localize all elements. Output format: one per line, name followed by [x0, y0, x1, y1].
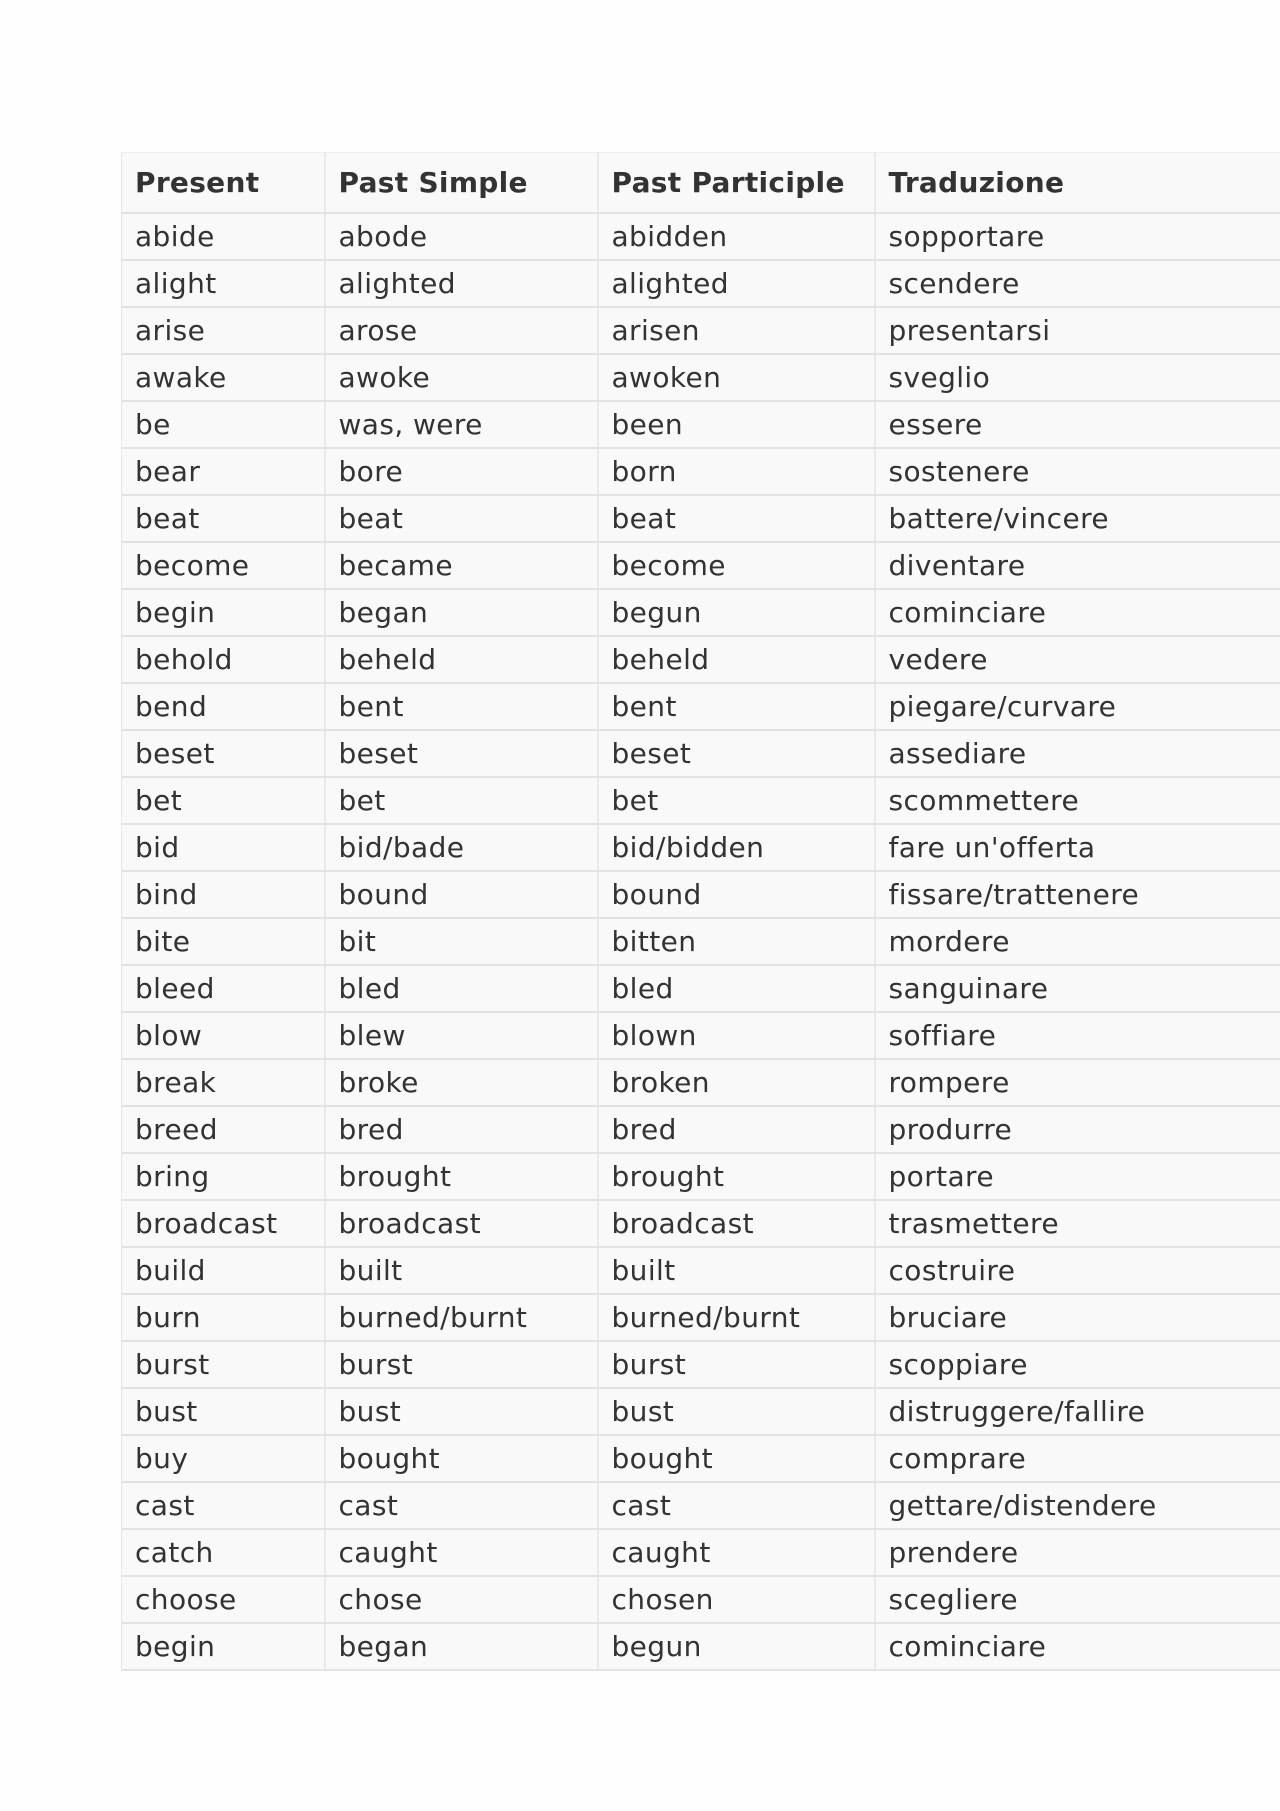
past-participle-cell: bet [598, 777, 875, 824]
present-cell: bust [122, 1388, 325, 1435]
past-participle-cell: broken [598, 1059, 875, 1106]
table-row [122, 401, 1280, 448]
present-cell: bite [122, 918, 325, 965]
past-simple-cell: beheld [325, 636, 598, 683]
past-simple-cell: cast [325, 1482, 598, 1529]
present-cell: bleed [122, 965, 325, 1012]
table-row [122, 918, 1280, 965]
past-participle-cell: bitten [598, 918, 875, 965]
traduzione-cell: distruggere/fallire [875, 1388, 1280, 1435]
traduzione-cell: rompere [875, 1059, 1280, 1106]
past-participle-cell: caught [598, 1529, 875, 1576]
past-participle-cell: bust [598, 1388, 875, 1435]
past-participle-cell: beheld [598, 636, 875, 683]
table-row [122, 824, 1280, 871]
table-row [122, 260, 1280, 307]
table-row [122, 1576, 1280, 1623]
table-row [122, 1012, 1280, 1059]
past-simple-cell: bet [325, 777, 598, 824]
present-cell: breed [122, 1106, 325, 1153]
traduzione-cell: produrre [875, 1106, 1280, 1153]
present-cell: break [122, 1059, 325, 1106]
past-simple-cell: broadcast [325, 1200, 598, 1247]
past-simple-cell: beset [325, 730, 598, 777]
past-participle-cell: bred [598, 1106, 875, 1153]
table-row [122, 777, 1280, 824]
past-simple-cell: bought [325, 1435, 598, 1482]
traduzione-cell: mordere [875, 918, 1280, 965]
past-participle-cell: bent [598, 683, 875, 730]
traduzione-cell: fare un'offerta [875, 824, 1280, 871]
traduzione-cell: essere [875, 401, 1280, 448]
present-cell: bet [122, 777, 325, 824]
table-row [122, 589, 1280, 636]
traduzione-cell: sveglio [875, 354, 1280, 401]
traduzione-cell: comprare [875, 1435, 1280, 1482]
traduzione-cell: sanguinare [875, 965, 1280, 1012]
past-simple-cell: bore [325, 448, 598, 495]
traduzione-cell: cominciare [875, 1623, 1280, 1670]
past-simple-cell: bred [325, 1106, 598, 1153]
present-cell: bend [122, 683, 325, 730]
past-participle-cell: begun [598, 1623, 875, 1670]
traduzione-cell: soffiare [875, 1012, 1280, 1059]
present-cell: bind [122, 871, 325, 918]
traduzione-cell: sopportare [875, 213, 1280, 260]
table-row [122, 1294, 1280, 1341]
traduzione-cell: scommettere [875, 777, 1280, 824]
past-participle-cell: begun [598, 589, 875, 636]
traduzione-cell: diventare [875, 542, 1280, 589]
past-participle-cell: born [598, 448, 875, 495]
past-participle-cell: bled [598, 965, 875, 1012]
past-simple-cell: brought [325, 1153, 598, 1200]
past-participle-cell: chosen [598, 1576, 875, 1623]
table-body [122, 213, 1280, 1670]
past-participle-cell: burned/burnt [598, 1294, 875, 1341]
traduzione-cell: trasmettere [875, 1200, 1280, 1247]
traduzione-cell: bruciare [875, 1294, 1280, 1341]
past-simple-cell: was, were [325, 401, 598, 448]
table-row [122, 354, 1280, 401]
past-participle-cell: arisen [598, 307, 875, 354]
present-cell: choose [122, 1576, 325, 1623]
past-participle-cell: abidden [598, 213, 875, 260]
present-cell: arise [122, 307, 325, 354]
present-cell: become [122, 542, 325, 589]
table-row [122, 1247, 1280, 1294]
traduzione-cell: vedere [875, 636, 1280, 683]
present-cell: burn [122, 1294, 325, 1341]
present-cell: beat [122, 495, 325, 542]
header-past-participle: Past Participle [598, 153, 875, 214]
past-simple-cell: began [325, 1623, 598, 1670]
table-row [122, 1106, 1280, 1153]
traduzione-cell: sostenere [875, 448, 1280, 495]
present-cell: awake [122, 354, 325, 401]
past-participle-cell: bound [598, 871, 875, 918]
past-simple-cell: alighted [325, 260, 598, 307]
past-participle-cell: brought [598, 1153, 875, 1200]
present-cell: abide [122, 213, 325, 260]
past-participle-cell: blown [598, 1012, 875, 1059]
table-row [122, 1482, 1280, 1529]
present-cell: blow [122, 1012, 325, 1059]
present-cell: alight [122, 260, 325, 307]
table-row [122, 1529, 1280, 1576]
past-simple-cell: bled [325, 965, 598, 1012]
present-cell: bear [122, 448, 325, 495]
table-row [122, 1153, 1280, 1200]
past-simple-cell: burst [325, 1341, 598, 1388]
past-simple-cell: chose [325, 1576, 598, 1623]
table-row [122, 1059, 1280, 1106]
present-cell: bid [122, 824, 325, 871]
past-simple-cell: awoke [325, 354, 598, 401]
past-simple-cell: abode [325, 213, 598, 260]
traduzione-cell: piegare/curvare [875, 683, 1280, 730]
present-cell: burst [122, 1341, 325, 1388]
past-simple-cell: caught [325, 1529, 598, 1576]
traduzione-cell: fissare/trattenere [875, 871, 1280, 918]
table-row [122, 542, 1280, 589]
past-simple-cell: arose [325, 307, 598, 354]
table-row [122, 730, 1280, 777]
present-cell: cast [122, 1482, 325, 1529]
past-simple-cell: built [325, 1247, 598, 1294]
present-cell: begin [122, 1623, 325, 1670]
past-simple-cell: beat [325, 495, 598, 542]
past-simple-cell: burned/burnt [325, 1294, 598, 1341]
table-row [122, 213, 1280, 260]
past-participle-cell: bought [598, 1435, 875, 1482]
table-row [122, 1388, 1280, 1435]
traduzione-cell: scoppiare [875, 1341, 1280, 1388]
table-row [122, 448, 1280, 495]
header-row [122, 153, 1280, 214]
present-cell: begin [122, 589, 325, 636]
present-cell: buy [122, 1435, 325, 1482]
table-row [122, 307, 1280, 354]
table-row [122, 636, 1280, 683]
past-participle-cell: built [598, 1247, 875, 1294]
present-cell: behold [122, 636, 325, 683]
present-cell: bring [122, 1153, 325, 1200]
past-participle-cell: awoken [598, 354, 875, 401]
traduzione-cell: prendere [875, 1529, 1280, 1576]
past-simple-cell: bit [325, 918, 598, 965]
past-simple-cell: became [325, 542, 598, 589]
past-simple-cell: broke [325, 1059, 598, 1106]
past-simple-cell: bid/bade [325, 824, 598, 871]
table-row [122, 495, 1280, 542]
header-past-simple: Past Simple [325, 153, 598, 214]
past-participle-cell: beset [598, 730, 875, 777]
past-simple-cell: bent [325, 683, 598, 730]
header-traduzione: Traduzione [875, 153, 1280, 214]
table-row [122, 965, 1280, 1012]
past-participle-cell: been [598, 401, 875, 448]
traduzione-cell: presentarsi [875, 307, 1280, 354]
traduzione-cell: cominciare [875, 589, 1280, 636]
traduzione-cell: battere/vincere [875, 495, 1280, 542]
header-present: Present [122, 153, 325, 214]
present-cell: beset [122, 730, 325, 777]
present-cell: broadcast [122, 1200, 325, 1247]
past-participle-cell: bid/bidden [598, 824, 875, 871]
traduzione-cell: scendere [875, 260, 1280, 307]
traduzione-cell: gettare/distendere [875, 1482, 1280, 1529]
traduzione-cell: portare [875, 1153, 1280, 1200]
past-simple-cell: blew [325, 1012, 598, 1059]
past-participle-cell: beat [598, 495, 875, 542]
past-simple-cell: bound [325, 871, 598, 918]
past-participle-cell: broadcast [598, 1200, 875, 1247]
table-row [122, 1623, 1280, 1670]
traduzione-cell: costruire [875, 1247, 1280, 1294]
past-simple-cell: bust [325, 1388, 598, 1435]
table-row [122, 683, 1280, 730]
table-row [122, 1435, 1280, 1482]
past-participle-cell: burst [598, 1341, 875, 1388]
present-cell: be [122, 401, 325, 448]
table-row [122, 1341, 1280, 1388]
table-row [122, 871, 1280, 918]
past-participle-cell: become [598, 542, 875, 589]
past-simple-cell: began [325, 589, 598, 636]
past-participle-cell: cast [598, 1482, 875, 1529]
past-participle-cell: alighted [598, 260, 875, 307]
traduzione-cell: scegliere [875, 1576, 1280, 1623]
irregular-verbs-table [121, 152, 1280, 1671]
table-row [122, 1200, 1280, 1247]
present-cell: build [122, 1247, 325, 1294]
present-cell: catch [122, 1529, 325, 1576]
traduzione-cell: assediare [875, 730, 1280, 777]
